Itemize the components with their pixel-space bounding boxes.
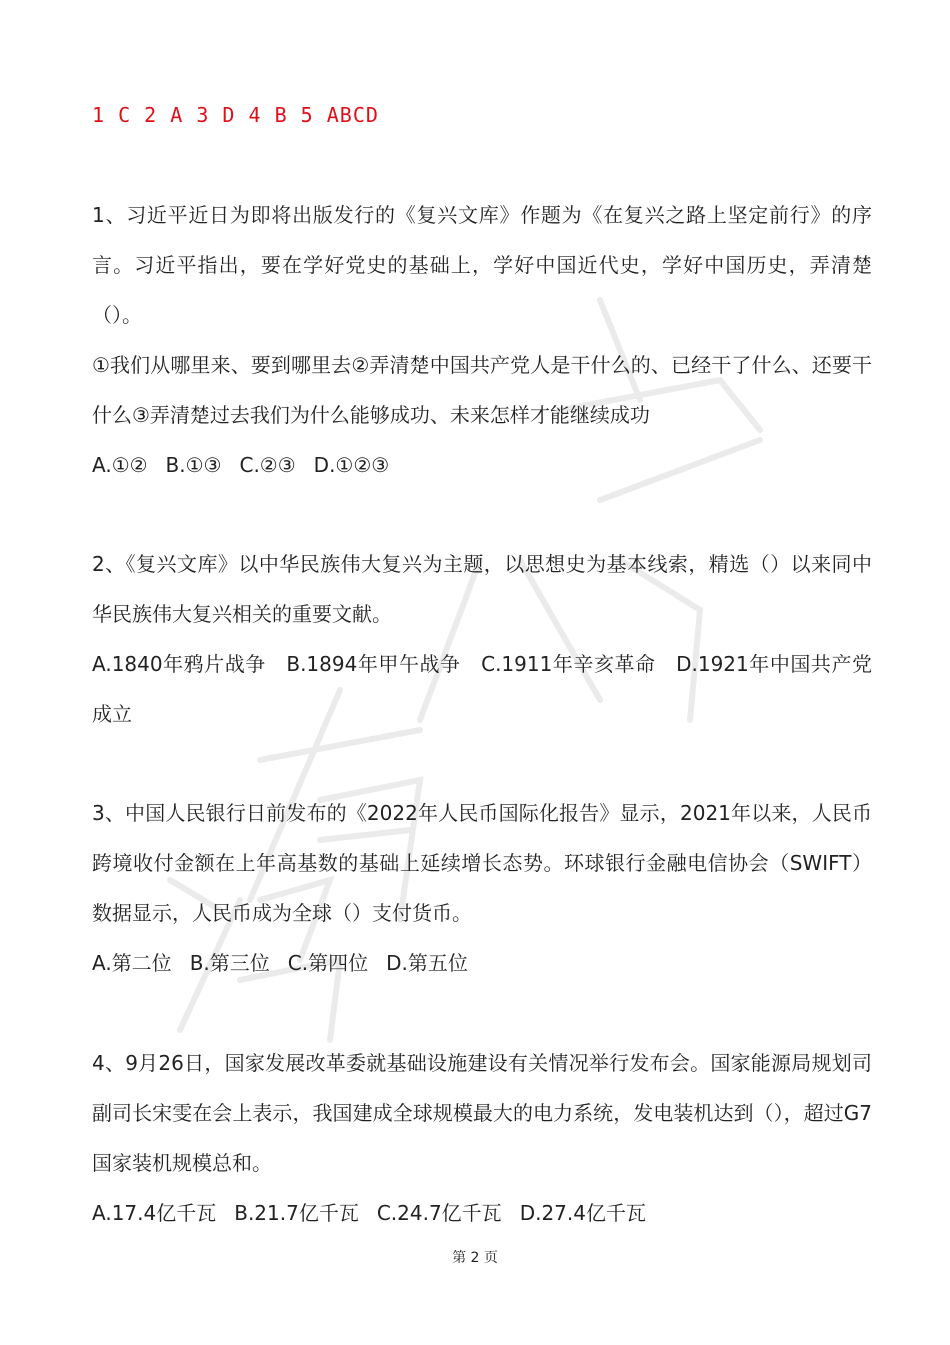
question-stem: 1、习近平近日为即将出版发行的《复兴文库》作题为《在复兴之路上坚定前行》的序言。习近平指出，要在学好党史的基础上，学好中国近代史，学好中国历史，弄清楚（）。 bbox=[92, 203, 872, 327]
option-list bbox=[92, 1188, 872, 1238]
question-stem: 3、中国人民银行日前发布的《2022年人民币国际化报告》显示，2021年以来，人民币跨境收付金额在上年高基数的基础上延续增长态势。环球银行金融电信协会（SWIFT）数据显示，人民币成为全球（）支付货币。 bbox=[92, 801, 872, 925]
option-c: C.24.7亿千瓦 bbox=[376, 1201, 502, 1225]
question-stem: 4、9月26日，国家发展改革委就基础设施建设有关情况举行发布会。国家能源局规划司副司长宋雯在会上表示，我国建成全球规模最大的电力系统，发电装机达到（），超过G7国家装机规模总和。 bbox=[92, 1051, 872, 1175]
option-list: A.1840年鸦片战争 B.1894年甲午战争 C.1911年辛亥革命 D.1921年中国共产党成立 bbox=[92, 652, 872, 726]
option-b: B.第三位 bbox=[189, 951, 270, 975]
answer-key: 1 C 2 A 3 D 4 B 5 ABCD bbox=[92, 103, 379, 127]
option-b: B.21.7亿千瓦 bbox=[234, 1201, 359, 1225]
option-list bbox=[92, 938, 872, 988]
option-d: D.27.4亿千瓦 bbox=[519, 1201, 646, 1225]
option-c: C.第四位 bbox=[287, 951, 369, 975]
option-d: D.第五位 bbox=[386, 951, 468, 975]
page-number: 第 2 页 bbox=[452, 1250, 498, 1266]
option-a: A.17.4亿千瓦 bbox=[92, 1201, 217, 1225]
option-d: D.①②③ bbox=[313, 453, 390, 477]
question-2 bbox=[92, 539, 872, 739]
question-statements: ①我们从哪里来、要到哪里去②弄清楚中国共产党人是干什么的、已经干了什么、还要干什么③弄清楚过去我们为什么能够成功、未来怎样才能继续成功 bbox=[92, 353, 872, 427]
option-list bbox=[92, 440, 872, 490]
question-stem: 2、《复兴文库》以中华民族伟大复兴为主题，以思想史为基本线索，精选（）以来同中华民族伟大复兴相关的重要文献。 bbox=[92, 552, 872, 626]
option-a: A.①② bbox=[92, 453, 148, 477]
option-a: A.第二位 bbox=[92, 951, 172, 975]
option-c: C.②③ bbox=[239, 453, 296, 477]
question-3 bbox=[92, 788, 872, 988]
option-b: B.①③ bbox=[165, 453, 222, 477]
question-1 bbox=[92, 190, 872, 490]
question-4 bbox=[92, 1038, 872, 1238]
